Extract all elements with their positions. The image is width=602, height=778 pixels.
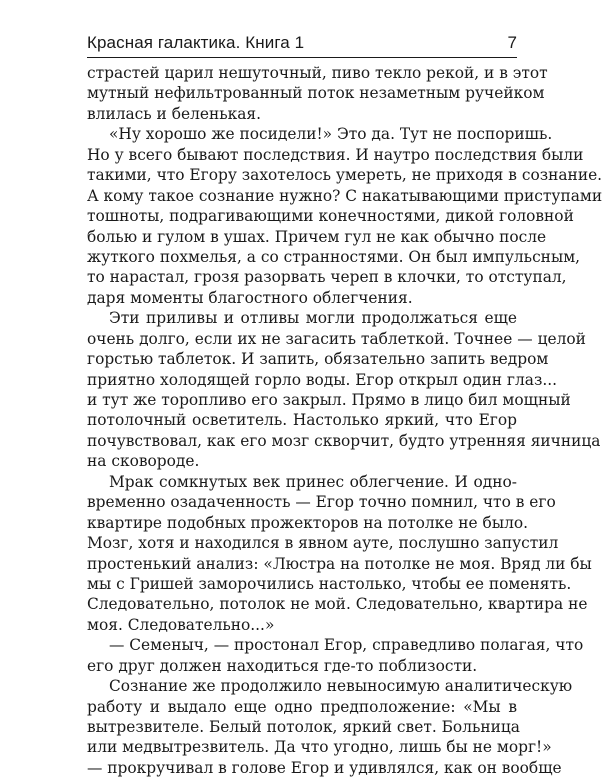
text-line: его друг должен находиться где-то поблизости.	[87, 656, 478, 675]
text-line: жуткого похмелья, а со странностями. Он был импульсным,	[87, 247, 581, 266]
text-line: очень долго, если их не загасить таблеткой. Точнее — целой	[87, 329, 586, 348]
text-line: квартире подобных прожекторов на потолке не было.	[87, 513, 529, 532]
text-line: болью и гулом в ушах. Причем гул не как обычно после	[87, 227, 547, 246]
text-line: и тут же торопливо его закрыл. Прямо в лицо бил мощный	[87, 391, 571, 409]
text-line: даря моменты благостного облегчения.	[87, 288, 413, 307]
text-line: моя. Следовательно...»	[87, 615, 275, 634]
text-line: Следовательно, потолок не мой. Следовательно, квартира не	[87, 595, 588, 614]
text-line: А кому такое сознание нужно? С накатывающими приступами	[87, 186, 602, 205]
text-line: — Семеныч, — простонал Егор, справедливо полагая, что	[109, 636, 584, 655]
text-line: на сковороде.	[87, 452, 200, 471]
running-header	[87, 30, 517, 58]
text-line: потолочный осветитель. Настолько яркий, что Егор	[87, 411, 517, 430]
text-line: страстей царил нешуточный, пиво текло рекой, и в этот	[87, 64, 548, 82]
text-line: такими, что Егору захотелось умереть, не приходя в сознание.	[87, 166, 602, 185]
text-line: работу и выдало еще одно предположение: «Мы в	[87, 697, 517, 716]
text-line: «Ну хорошо же посидели!» Это да. Тут не поспоришь.	[109, 125, 553, 144]
text-line: мы с Гришей заморочились настолько, чтобы ее поменять.	[87, 574, 572, 593]
text-line: вытрезвителе. Белый потолок, яркий свет. Больница	[87, 718, 520, 736]
book-title: Красная галактика. Книга 1	[87, 33, 305, 52]
text-line: почувствовал, как его мозг скворчит, будто утренняя яичница	[87, 431, 601, 450]
text-line: Мрак сомкнутых век принес облегчение. И одно-	[109, 472, 517, 491]
text-line: то нарастал, грозя разорвать череп в клочки, то отступал,	[87, 268, 567, 287]
text-line: — прокручивал в голове Егор и удивлялся, как он вообще	[87, 758, 562, 777]
text-line: Но у всего бывают последствия. И наутро последствия были	[87, 145, 584, 164]
text-line: Мозг, хотя и находился в явном ауте, послушно запустил	[87, 534, 559, 553]
text-line: влилась и беленькая.	[87, 104, 261, 123]
text-line: мутный нефильтрованный поток незаметным ручейком	[87, 84, 545, 103]
text-line: Эти приливы и отливы могли продолжаться еще	[109, 309, 517, 328]
text-line: или медвытрезвитель. Да что угодно, лишь бы не морг!»	[87, 738, 552, 757]
body-text	[87, 63, 602, 778]
text-line: горстью таблеток. И запить, обязательно запить ведром	[87, 350, 549, 369]
text-line: временно озадаченность — Егор точно помнил, что в его	[87, 493, 556, 512]
text-line: тошноты, подрагивающими конечностями, дикой головной	[87, 207, 574, 226]
text-line: простенький анализ: «Люстра на потолке не моя. Вряд ли бы	[87, 554, 592, 573]
page-number: 7	[507, 33, 517, 52]
text-line: Сознание же продолжило невыносимую аналитическую	[109, 677, 573, 696]
text-line: приятно холодящей горло воды. Егор открыл один глаз...	[87, 370, 558, 389]
